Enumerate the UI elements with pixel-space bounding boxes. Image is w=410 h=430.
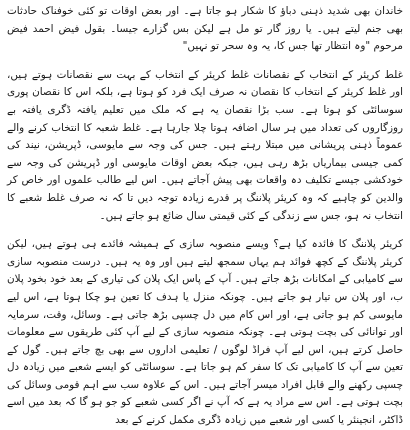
paragraph-wrong-career-harms: غلط کریئر کے انتخاب کے نقصانات غلط کریئر کے انتخاب کے بہت سے نقصانات ہوتے ہیں، اور غلط کریئر کے انتخاب کا نقصان نہ صرف ایک فرد کو ہوتا ہے، بلکہ اس کا نقصان پوری سوسائٹی کو ہوتا ہے۔ سب بڑا نقصان یہ ہے کہ ملک میں تعلیم یافتہ ڈگری یافتہ بے روزگاروں کی تعداد میں ہر سال اضافہ ہوتا چلا جارہا ہے۔ غلط شعبہ کا انتخاب کرنے والے عموماً ذہنی پریشانی میں مبتلا رہتے ہیں۔ جس کی وجہ سے مایوسی، ڈپریشن، نیند کی کمی جیسی بیماریاں بڑھ رہی ہیں، جبکہ بعض اوقات مایوسی اور ڈپریشن کی وجہ سے خودکشی جیسے تکلیف دہ واقعات بھی پیش آجاتے ہیں۔ اس لیے طالب علموں اور خاص کر والدین کو چاہیے کہ وہ کریئر پلاننگ پر قدرے زیادہ توجہ دیں تا کہ نہ صرف غلط شعبے کا انتخاب نہ ہو، جس سے زندگی کے کئی قیمتی سال ضائع ہو جاتے ہیں۔ xyxy=(7,68,403,222)
paragraph-family-stress: خاندان بھی شدید ذہنی دباؤ کا شکار ہو جاتا ہے۔ اور بعض اوقات تو کئی خوفناک حادثات بھی جنم لیتے ہیں۔ یا روز گار تو مل ہے لیکن بس گزارے جیسا۔ بقول فیض احمد فیض مرحوم "وہ انتظار تھا جس کا، یہ وہ سحر تو نہیں" xyxy=(7,5,403,53)
urdu-article-page xyxy=(7,3,403,427)
paragraph-career-planning-benefits: کریئر پلاننگ کا فائدہ کیا ہے؟ ویسے منصوبہ سازی کے ہمیشہ فائدے ہی ہوتے ہیں، لیکن کریئر پلاننگ کے کچھ فوائد ہم یہاں سمجھ لیتے ہیں اور وہ یہ ہیں۔ درست منصوبہ سازی سے کامیابی کے امکانات بڑھ جاتے ہیں۔ آپ کے پاس ایک پلان کی تیاری کے بعد خود بخود پلان ب، اور پلان س تیار ہو جاتے ہیں۔ چونکہ منزل یا ہدف کا تعین ہو چکا ہوتا ہے، اس لیے مایوسی کم ہو جاتی ہے، اور اس کام میں دل چسپی بڑھ جاتی ہے۔ وسائل، وقت، سرمایہ اور توانائی کی بچت ہوتی ہے۔ چونکہ منصوبہ سازی کے لیے آپ کئی طریقوں سے معلومات حاصل کرتے ہیں، اس لیے آپ فراڈ لوگوں / تعلیمی اداروں سے بھی بچ جاتے ہیں۔ گول کے تعین سے آپ کا کامیابی تک کا سفر کم ہو جاتا ہے۔ سوسائٹی کو ایسے شعبے میں زیادہ دل چسپی رکھنے والے قابل افراد میسر آجاتے ہیں۔ اس کے علاوہ سب سے اہم قومی وسائل کی بچت ہوتی ہے۔ اس سے مراد یہ ہے کہ آپ نے اگر کسی شعبے کو جو ہو گا کہ بعد میں اسے ڈاکٹر، انجینئر یا کسی اور شعبے میں زیادہ ڈگری مکمل کرنے کے بعد xyxy=(7,238,403,427)
